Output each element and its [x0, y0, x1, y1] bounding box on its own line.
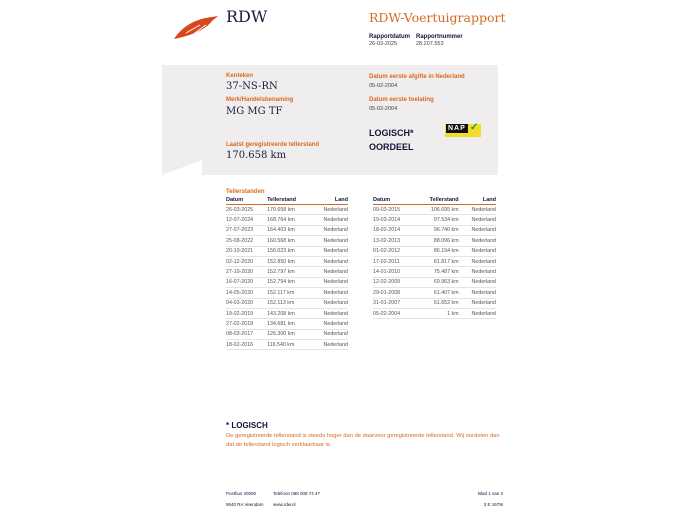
cell-datum: 12-07-2024: [226, 215, 267, 225]
note-title: * LOGISCH: [226, 421, 268, 430]
report-number-label: Rapportnummer: [416, 34, 463, 40]
table-row: [373, 246, 496, 256]
table-row: [373, 236, 496, 246]
cell-tellerstand: 96.740 km: [414, 225, 458, 235]
report-number: 28.207.553: [416, 41, 444, 47]
footer-postbus: Postbus 30000: [226, 491, 257, 496]
cell-tellerstand: 97.534 km: [414, 215, 458, 225]
cell-land: Nederland: [311, 277, 348, 287]
kenteken-label: Kenteken: [226, 73, 254, 79]
table-row: [373, 277, 496, 287]
cell-datum: 29-01-2008: [373, 288, 414, 298]
table-row: [373, 215, 496, 225]
logo-text: RDW: [226, 7, 268, 26]
cell-datum: 27-10-2020: [226, 267, 267, 277]
toelating: 05-02-2004: [369, 106, 398, 112]
cell-tellerstand: 170.658 km: [267, 205, 311, 215]
report-date-label: Rapportdatum: [369, 34, 410, 40]
cell-datum: 18-02-2016: [226, 340, 267, 350]
cell-land: Nederland: [311, 246, 348, 256]
cell-tellerstand: 75.487 km: [414, 267, 458, 277]
merk: MG MG TF: [226, 106, 283, 117]
cell-tellerstand: 156.023 km: [267, 246, 311, 256]
cell-datum: 19-02-2019: [226, 308, 267, 318]
cell-datum: 12-02-2009: [373, 277, 414, 287]
cell-tellerstand: 86.194 km: [414, 246, 458, 256]
rdw-logo-icon: [172, 13, 220, 41]
table-row: [226, 298, 348, 308]
cell-land: Nederland: [459, 288, 496, 298]
footer-code: 3 E 1679I: [483, 502, 503, 507]
cell-land: Nederland: [459, 205, 496, 215]
toelating-label: Datum eerste toelating: [369, 97, 434, 103]
footer-page: Blad 1 van 3: [477, 491, 503, 496]
table-row: [373, 298, 496, 308]
table-row: [226, 308, 348, 318]
cell-land: Nederland: [311, 256, 348, 266]
cell-datum: 31-01-2007: [373, 298, 414, 308]
cell-datum: 13-02-2013: [373, 236, 414, 246]
table-row: [373, 256, 496, 266]
table-row: [226, 256, 348, 266]
cell-land: Nederland: [311, 329, 348, 339]
cell-datum: 09-03-2015: [373, 205, 414, 215]
vehicle-summary-panel: [162, 65, 498, 175]
cell-land: Nederland: [311, 308, 348, 318]
col-datum: Datum: [373, 196, 414, 205]
cell-datum: 02-12-2020: [226, 256, 267, 266]
cell-land: Nederland: [311, 225, 348, 235]
teller-label: Laatst geregistreerde tellerstand: [226, 142, 320, 148]
table-row: [226, 215, 348, 225]
cell-tellerstand: 168.764 km: [267, 215, 311, 225]
cell-datum: 04-03-2020: [226, 298, 267, 308]
cell-tellerstand: 152.794 km: [267, 277, 311, 287]
cell-tellerstand: 160.568 km: [267, 236, 311, 246]
cell-land: Nederland: [459, 298, 496, 308]
table-row: [226, 329, 348, 339]
afgifte: 05-02-2004: [369, 83, 398, 89]
table-row: [373, 288, 496, 298]
cell-land: Nederland: [311, 205, 348, 215]
afgifte-label: Datum eerste afgifte in Nederland: [369, 74, 465, 80]
report-date: 26-03-2025: [369, 41, 398, 47]
cell-datum: 25-08-2022: [226, 236, 267, 246]
cell-land: Nederland: [311, 267, 348, 277]
panel-corner: [162, 160, 202, 175]
cell-tellerstand: 152.850 km: [267, 256, 311, 266]
col-land: Land: [459, 196, 496, 205]
cell-land: Nederland: [459, 225, 496, 235]
cell-tellerstand: 106.695 km: [414, 205, 458, 215]
cell-land: Nederland: [311, 319, 348, 329]
cell-datum: 18-02-2014: [373, 225, 414, 235]
cell-tellerstand: 152.113 km: [267, 298, 311, 308]
cell-tellerstand: 88.096 km: [414, 236, 458, 246]
cell-land: Nederland: [459, 246, 496, 256]
cell-datum: 14-01-2010: [373, 267, 414, 277]
footer-web[interactable]: www.rdw.nl: [273, 502, 296, 507]
cell-tellerstand: 1 km: [414, 308, 458, 318]
table-row: [226, 288, 348, 298]
nap-badge: [445, 124, 481, 137]
nap-text: NAP: [448, 125, 466, 132]
cell-datum: 27-07-2023: [226, 225, 267, 235]
cell-tellerstand: 152.797 km: [267, 267, 311, 277]
cell-land: Nederland: [459, 256, 496, 266]
cell-land: Nederland: [311, 288, 348, 298]
col-tellerstand: Tellerstand: [414, 196, 458, 205]
cell-tellerstand: 116.540 km: [267, 340, 311, 350]
cell-tellerstand: 69.963 km: [414, 277, 458, 287]
cell-datum: 19-03-2014: [373, 215, 414, 225]
table-row: [226, 319, 348, 329]
oordeel-line2: OORDEEL: [369, 142, 414, 152]
report-title: RDW-Voertuigrapport: [369, 10, 506, 25]
table-row: [373, 267, 496, 277]
cell-tellerstand: 126.300 km: [267, 329, 311, 339]
cell-datum: 01-02-2012: [373, 246, 414, 256]
table-row: [226, 246, 348, 256]
cell-land: Nederland: [311, 236, 348, 246]
cell-tellerstand: 61.407 km: [414, 288, 458, 298]
cell-tellerstand: 81.817 km: [414, 256, 458, 266]
cell-datum: 27-02-2018: [226, 319, 267, 329]
teller: 170.658 km: [226, 150, 287, 161]
oordeel-line1: LOGISCH*: [369, 128, 414, 138]
oordeel: [369, 126, 414, 154]
cell-datum: 26-03-2025: [226, 205, 267, 215]
cell-datum: 05-02-2004: [373, 308, 414, 318]
cell-tellerstand: 134.681 km: [267, 319, 311, 329]
tellerstanden-table-left: [226, 196, 348, 350]
cell-land: Nederland: [459, 236, 496, 246]
table-row: [226, 267, 348, 277]
cell-land: Nederland: [311, 298, 348, 308]
cell-tellerstand: 51.652 km: [414, 298, 458, 308]
table-row: [226, 205, 348, 215]
col-tellerstand: Tellerstand: [267, 196, 311, 205]
footer-phone: Telefoon 088 008 74 47: [273, 491, 321, 496]
cell-land: Nederland: [459, 215, 496, 225]
cell-datum: 20-10-2021: [226, 246, 267, 256]
cell-land: Nederland: [311, 215, 348, 225]
cell-tellerstand: 152.117 km: [267, 288, 311, 298]
table-row: [373, 225, 496, 235]
cell-datum: 16-07-2020: [226, 277, 267, 287]
cell-land: Nederland: [459, 277, 496, 287]
merk-label: Merk/Handelsbenaming: [226, 97, 294, 103]
cell-land: Nederland: [459, 267, 496, 277]
cell-land: Nederland: [311, 340, 348, 350]
note-text: De geregistreerde tellerstand is steeds hoger dan de daarvoor geregistreerde tellerstand. Wij oordelen dan dat de tellerstand logisch verklaarbaar is.: [226, 433, 500, 448]
table-row: [373, 308, 496, 318]
cell-tellerstand: 143.208 km: [267, 308, 311, 318]
cell-tellerstand: 164.403 km: [267, 225, 311, 235]
table-row: [226, 340, 348, 350]
cell-datum: 08-03-2017: [226, 329, 267, 339]
check-icon: ✓: [470, 122, 479, 133]
tellerstanden-table-right: [373, 196, 496, 319]
kenteken: 37-NS-RN: [226, 81, 278, 92]
col-datum: Datum: [226, 196, 267, 205]
table-row: [373, 205, 496, 215]
table-row: [226, 236, 348, 246]
tellerstanden-title: Tellerstanden: [226, 189, 265, 195]
cell-datum: 17-02-2011: [373, 256, 414, 266]
cell-datum: 14-05-2020: [226, 288, 267, 298]
cell-land: Nederland: [459, 308, 496, 318]
table-row: [226, 225, 348, 235]
footer-address: 9640 RA Veendam: [226, 502, 264, 507]
table-row: [226, 277, 348, 287]
col-land: Land: [311, 196, 348, 205]
